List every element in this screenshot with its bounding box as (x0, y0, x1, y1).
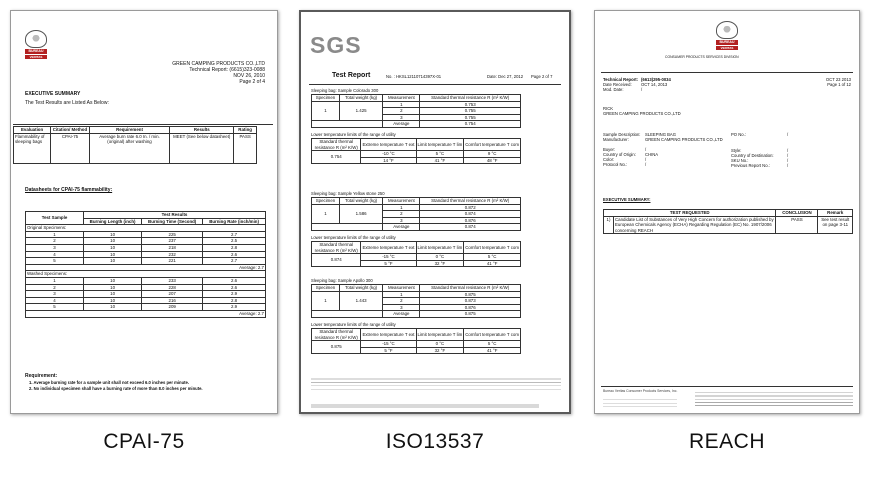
group-label: Washed Specimens: (26, 271, 266, 278)
division-name: CONSUMER PRODUCTS SERVICES DIVISION (665, 55, 739, 59)
requirement-item: 2. No individual specimen shall have a burning rate of more than 8.0 inches per minute. (29, 386, 203, 391)
summary-table (13, 126, 257, 164)
sample-title: Sleeping bag: Sample Apollo 300 (311, 278, 373, 283)
page-number: Page 2 of 7 (531, 74, 553, 79)
footer-company: Bureau Veritas Consumer Products Services, Inc. (603, 389, 678, 393)
caption-iso13537: ISO13537 (385, 430, 485, 453)
report-title: Test Report (332, 72, 371, 79)
summary-cell: MEET (See below datasheet) (170, 133, 234, 163)
page-number: Page 2 of 4 (239, 79, 265, 85)
company-name: GREEN CAMPING PRODUCTS CO.,LTD (172, 61, 265, 67)
table-row: 0.875 -15 °C 0 °C 5 °C (312, 341, 521, 348)
average-value: Average: 2.7 (26, 264, 266, 271)
report-date: Date: Dec 27, 2012 (487, 74, 524, 79)
table-row: 0.874 -15 °C 0 °C 5 °C (312, 254, 521, 261)
table-row: 3 10 218 2.8 (26, 244, 266, 251)
field-row: Color: / (603, 157, 647, 162)
table-row: 2 10 237 2.5 (26, 238, 266, 245)
summary-cell: PASS (234, 133, 257, 163)
col-header: Test Sample (26, 212, 84, 225)
limits-title: Lower temperature limits of the range of utility (311, 132, 396, 137)
iso13537-report-page (299, 10, 571, 414)
sgs-logo: SGS (310, 32, 362, 58)
conclusion: PASS (776, 216, 818, 234)
col-header: Burning Length (inch) (84, 218, 142, 225)
report-number: No. : HKSL12110714397X-01 (386, 74, 442, 79)
col-header: Burning Rate (inch/min) (203, 218, 266, 225)
table-row: 5 10 209 2.9 (26, 304, 266, 311)
test-requested: Candidate List of Substances of Very High Concern for authorization published by European Chemicals Agency (ECHA) Regarding Regulation (EC) No. 1907/2006 concerning REACH (614, 216, 776, 234)
report-date-page: OCT 23 2013 Page 1 of 12 (825, 77, 851, 87)
caption-cpai75: CPAI-75 (103, 430, 185, 453)
caption-reach: REACH (688, 430, 765, 453)
col-header: Burning Time (Second) (142, 218, 203, 225)
table-row: 3 0.876 (312, 217, 521, 224)
legal-fine-print (311, 376, 561, 392)
sample-fields-left (603, 132, 727, 167)
average-value: Average: 2.7 (26, 310, 266, 317)
summary-header: Evaluation (14, 127, 51, 134)
temperature-limits-table: Standard thermal resistance R (m² K/W) Extreme temperature T ext Limit temperature T lim Comfort temperature T com 0.754 -10 °C 5 °C 9 °C 14 °F 41 °F 48 °F (311, 138, 521, 164)
field-row: Country of Origin: CHINA (603, 152, 659, 157)
table-row: 5 °F 32 °F 41 °F (312, 260, 521, 267)
limits-title: Lower temperature limits of the range of utility (311, 235, 396, 240)
sample-title: Sleeping bag: Sample Colorado 300 (311, 88, 379, 93)
table-row: 4 10 216 2.8 (26, 297, 266, 304)
table-row: 1 1.425 1 0.753 (312, 101, 521, 108)
report-meta: Technical Report: (6613)295-0034 Date Received: OCT 14, 2013 Mod. Date: / (603, 77, 671, 92)
datasheet-title: Datasheets for CPAI-75 flammability: (25, 187, 113, 193)
table-row: 3 10 207 2.9 (26, 291, 266, 298)
table-row: 5 10 221 2.7 (26, 258, 266, 265)
table-row: 5 °F 32 °F 41 °F (312, 347, 521, 354)
temperature-limits-table: Standard thermal resistance R (m² K/W) Extreme temperature T ext Limit temperature T lim Comfort temperature T com 0.875 -15 °C 0 °C 5 °C 5 °F 32 °F 41 °F (311, 328, 521, 354)
measurement-table: Specimen Total weight (kg) Measurement Standard thermal resistance R (m² K/W) 1 1.443 1 0.875 2 0.873 3 0.876 Average 0.875 (311, 284, 521, 318)
field-row: Sample Description: SLEEPING BAG (603, 132, 676, 137)
footer-bar (311, 404, 539, 408)
table-row: 3 0.876 (312, 304, 521, 311)
table-row: 1 1.443 1 0.875 (312, 291, 521, 298)
reach-report-page (594, 10, 860, 414)
summary-header: Results (170, 127, 234, 134)
field-row: SKU No.: / (731, 158, 789, 163)
sample-fields-right (731, 132, 851, 168)
summary-intro: The Test Results are Listed As Below: (25, 100, 109, 106)
field-row: Previous Report No.: / (731, 163, 789, 168)
summary-cell: Average burn rate 6.0 In. / min. (original) after washing (89, 133, 170, 163)
requirement-title: Requirement: (25, 373, 58, 379)
table-row: 1 10 225 2.7 (26, 231, 266, 238)
field-row: Protocol No.: / (603, 162, 647, 167)
summary-title: EXECUTIVE SUMMARY (25, 91, 81, 97)
table-row: 1 10 233 2.6 (26, 277, 266, 284)
footer-address (603, 397, 677, 407)
table-row: 2 0.874 (312, 211, 521, 218)
table-row: 14 °F 41 °F 48 °F (312, 157, 521, 164)
summary-table: TEST REQUESTED CONCLUSION Remark 1) Candidate List of Substances of Very High Concern for authorization published by European Chemicals Agency (ECHA) Regarding Regulation (EC) No. 1907/2006 concerning REACH PASS See test result on page 3-11 (603, 209, 853, 234)
summary-header: CONCLUSION (776, 210, 818, 217)
table-row: 4 10 232 2.6 (26, 251, 266, 258)
measurement-table: Specimen Total weight (kg) Measurement Standard thermal resistance R (m² K/W) 1 1.586 1 0.872 2 0.874 3 0.876 Average 0.874 (311, 197, 521, 231)
limits-title: Lower temperature limits of the range of utility (311, 322, 396, 327)
bureau-veritas-logo: BUREAU VERITAS (25, 30, 47, 59)
flammability-table (25, 211, 266, 318)
field-row: Country of Destination: / (731, 153, 789, 158)
col-header: Test Results (84, 212, 266, 219)
field-row: Buyer: / (603, 147, 647, 152)
summary-cell: CPAI-75 (51, 133, 90, 163)
summary-header: Requirement (89, 127, 170, 134)
report-header (172, 61, 265, 85)
group-label: Original Specimens: (26, 225, 266, 232)
table-row: 3 0.755 (312, 114, 521, 121)
temperature-limits-table: Standard thermal resistance R (m² K/W) Extreme temperature T ext Limit temperature T lim Comfort temperature T com 0.874 -15 °C 0 °C 5 °C 5 °F 32 °F 41 °F (311, 241, 521, 267)
summary-title: EXECUTIVE SUMMARY: (603, 197, 651, 202)
legal-fine-print (695, 390, 853, 408)
bureau-veritas-logo: BUREAU VERITAS (716, 21, 738, 50)
table-row: 2 0.873 (312, 298, 521, 305)
field-row: Manufacturer: GREEN CAMPING PRODUCTS CO.,LTD (603, 137, 723, 142)
requirement-item: 1. Average burning rate for a sample unit shall not exceed 6.0 inches per minute. (29, 380, 190, 385)
client-block: RICK GREEN CAMPING PRODUCTS CO.,LTD (603, 106, 681, 116)
bureau-veritas-seal-icon (716, 21, 738, 39)
cpai75-report-page (10, 10, 278, 414)
field-row: Style: / (731, 148, 789, 153)
remark: See test result on page 3-11 (818, 216, 853, 234)
sample-title: Sleeping bag: Sample Yellow stone 250 (311, 191, 385, 196)
bureau-veritas-seal-icon (25, 30, 47, 48)
table-row: 2 0.755 (312, 108, 521, 115)
summary-header: Rating (234, 127, 257, 134)
summary-header: Remark (818, 210, 853, 217)
table-row: 1 1.586 1 0.872 (312, 204, 521, 211)
report-date: NOV 26, 2010 (233, 73, 265, 79)
summary-cell: Flammability of sleeping bags (14, 133, 51, 163)
field-row: PO No.: / (731, 132, 789, 137)
report-number: Technical Report: (6615)323-0088 (189, 67, 265, 73)
table-row: 2 10 228 2.6 (26, 284, 266, 291)
table-row: 0.754 -10 °C 5 °C 9 °C (312, 151, 521, 158)
measurement-table: Specimen Total weight (kg) Measurement Standard thermal resistance R (m² K/W) 1 1.425 1 0.753 2 0.755 3 0.755 Average 0.754 (311, 94, 521, 128)
summary-header: Citation/ Method (51, 127, 90, 134)
summary-header: TEST REQUESTED (604, 210, 776, 217)
